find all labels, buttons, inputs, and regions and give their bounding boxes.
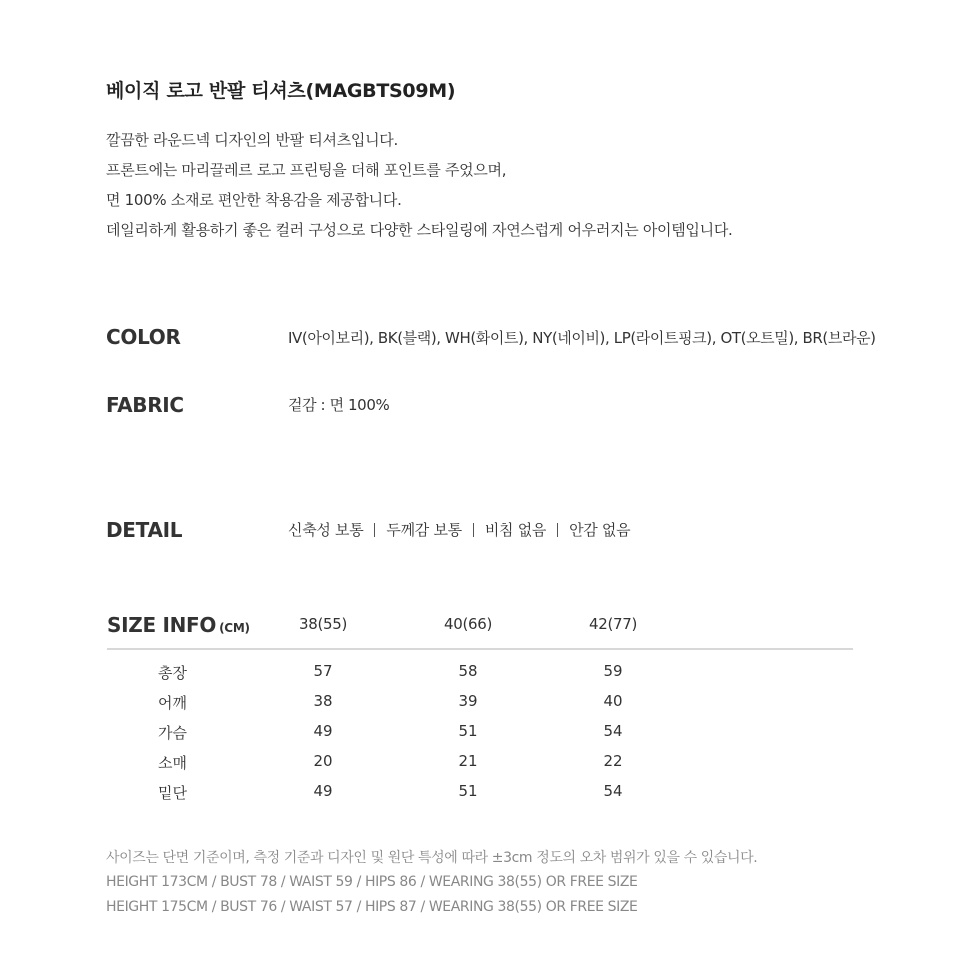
- size-info-label: SIZE INFO: [107, 613, 217, 637]
- color-label: COLOR: [106, 325, 181, 349]
- size-cell: 59: [603, 662, 623, 680]
- detail-stretch: 신축성 보통: [288, 521, 364, 539]
- model-info-2: HEIGHT 175CM / BUST 76 / WAIST 57 / HIPS 87 / WEARING 38(55) OR FREE SIZE: [106, 899, 638, 915]
- detail-transparency: 비침 없음: [484, 521, 547, 539]
- size-cell: 54: [603, 722, 623, 740]
- size-cell: 49: [313, 722, 333, 740]
- detail-label: DETAIL: [106, 518, 183, 542]
- size-cell: 57: [313, 662, 333, 680]
- description-line: 데일리하게 활용하기 좋은 컬러 구성으로 다양한 스타일링에 자연스럽게 어우러지는 아이템입니다.: [106, 221, 733, 239]
- size-row-label: 어깨: [158, 694, 187, 712]
- detail-separator: [473, 523, 474, 537]
- size-note: 사이즈는 단면 기준이며, 측정 기준과 디자인 및 원단 특성에 따라 ±3cm 정도의 오차 범위가 있을 수 있습니다.: [106, 850, 758, 866]
- size-row-label: 가슴: [158, 724, 187, 742]
- size-row-label: 총장: [158, 664, 187, 682]
- size-cell: 51: [458, 722, 478, 740]
- size-cell: 40: [603, 692, 623, 710]
- fabric-label: FABRIC: [106, 393, 184, 417]
- size-cell: 38: [313, 692, 333, 710]
- description-line: 면 100% 소재로 편안한 착용감을 제공합니다.: [106, 191, 402, 209]
- size-column-header: 40(66): [443, 615, 493, 633]
- size-row-label: 소매: [158, 754, 187, 772]
- detail-lining: 안감 없음: [569, 521, 631, 539]
- detail-separator: [557, 523, 558, 537]
- size-table-divider: [107, 648, 853, 650]
- fabric-value: 겉감 : 면 100%: [288, 396, 390, 414]
- size-cell: 54: [603, 782, 623, 800]
- size-info-unit: (CM): [219, 621, 250, 635]
- size-cell: 49: [313, 782, 333, 800]
- size-info-title: [107, 613, 250, 637]
- size-column-header: 42(77): [588, 615, 638, 633]
- description-line: 프론트에는 마리끌레르 로고 프린팅을 더해 포인트를 주었으며,: [106, 161, 507, 179]
- size-cell: 22: [603, 752, 623, 770]
- product-description: [106, 125, 732, 245]
- detail-separator: [374, 523, 375, 537]
- size-cell: 39: [458, 692, 478, 710]
- description-line: 깔끔한 라운드넥 디자인의 반팔 티셔츠입니다.: [106, 131, 398, 149]
- product-title: 베이직 로고 반팔 티셔츠(MAGBTS09M): [106, 80, 456, 102]
- size-cell: 51: [458, 782, 478, 800]
- size-row-label: 밑단: [158, 784, 187, 802]
- size-cell: 21: [458, 752, 478, 770]
- color-value: IV(아이보리), BK(블랙), WH(화이트), NY(네이비), LP(라이트핑크), OT(오트밀), BR(브라운): [288, 329, 876, 347]
- detail-values: [288, 519, 630, 540]
- detail-thickness: 두께감 보통: [386, 521, 462, 539]
- size-column-header: 38(55): [298, 615, 348, 633]
- size-cell: 20: [313, 752, 333, 770]
- model-info-1: HEIGHT 173CM / BUST 78 / WAIST 59 / HIPS 86 / WEARING 38(55) OR FREE SIZE: [106, 874, 638, 890]
- size-cell: 58: [458, 662, 478, 680]
